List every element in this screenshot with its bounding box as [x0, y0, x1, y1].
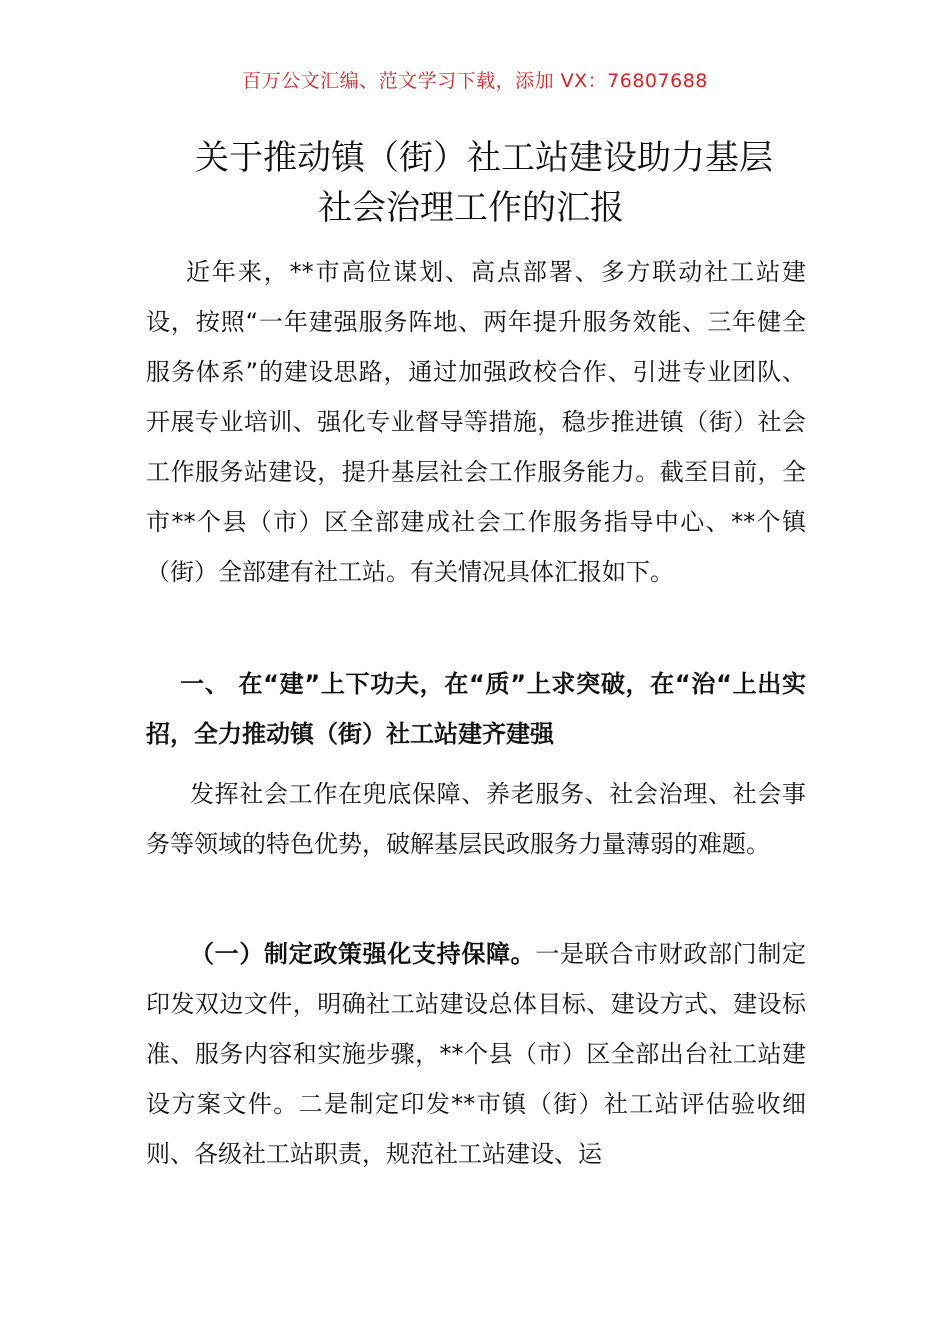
- subsection-1-heading: （一）制定政策强化支持保障。: [190, 940, 536, 968]
- document-title-line-1: 关于推动镇（街）社工站建设助力基层: [195, 138, 773, 178]
- section-heading-1: 一、 在“建”上下功夫，在“质”上求突破，在“治“上出实招，全力推动镇（街）社工站建齐建强: [146, 670, 806, 748]
- subsection-1-paragraph: [146, 929, 806, 1179]
- watermark-banner: 百万公文汇编、范文学习下载，添加 VX：76807688: [242, 70, 708, 92]
- intro-paragraph: 近年来，**市高位谋划、高点部署、多方联动社工站建设，按照“一年建强服务阵地、两年提升服务效能、三年健全服务体系”的建设思路，通过加强政校合作、引进专业团队、开展专业培训、强化专业督导等措施，稳步推进镇（街）社会工作服务站建设，提升基层社会工作服务能力。截至目前，全市**个县（市）区全部建成社会工作服务指导中心、**个镇（街）全部建有社工站。有关情况具体汇报如下。: [146, 258, 806, 586]
- section-1-paragraph: 发挥社会工作在兜底保障、养老服务、社会治理、社会事务等领域的特色优势，破解基层民政服务力量薄弱的难题。: [146, 780, 806, 858]
- document-title-line-2: 社会治理工作的汇报: [318, 188, 624, 228]
- subsection-1-text: 一是联合市财政部门制定印发双边文件，明确社工站建设总体目标、建设方式、建设标准、服务内容和实施步骤，**个县（市）区全部出台社工站建设方案文件。二是制定印发**市镇（街）社工站评估验收细则、各级社工站职责，规范社工站建设、运: [146, 940, 807, 1168]
